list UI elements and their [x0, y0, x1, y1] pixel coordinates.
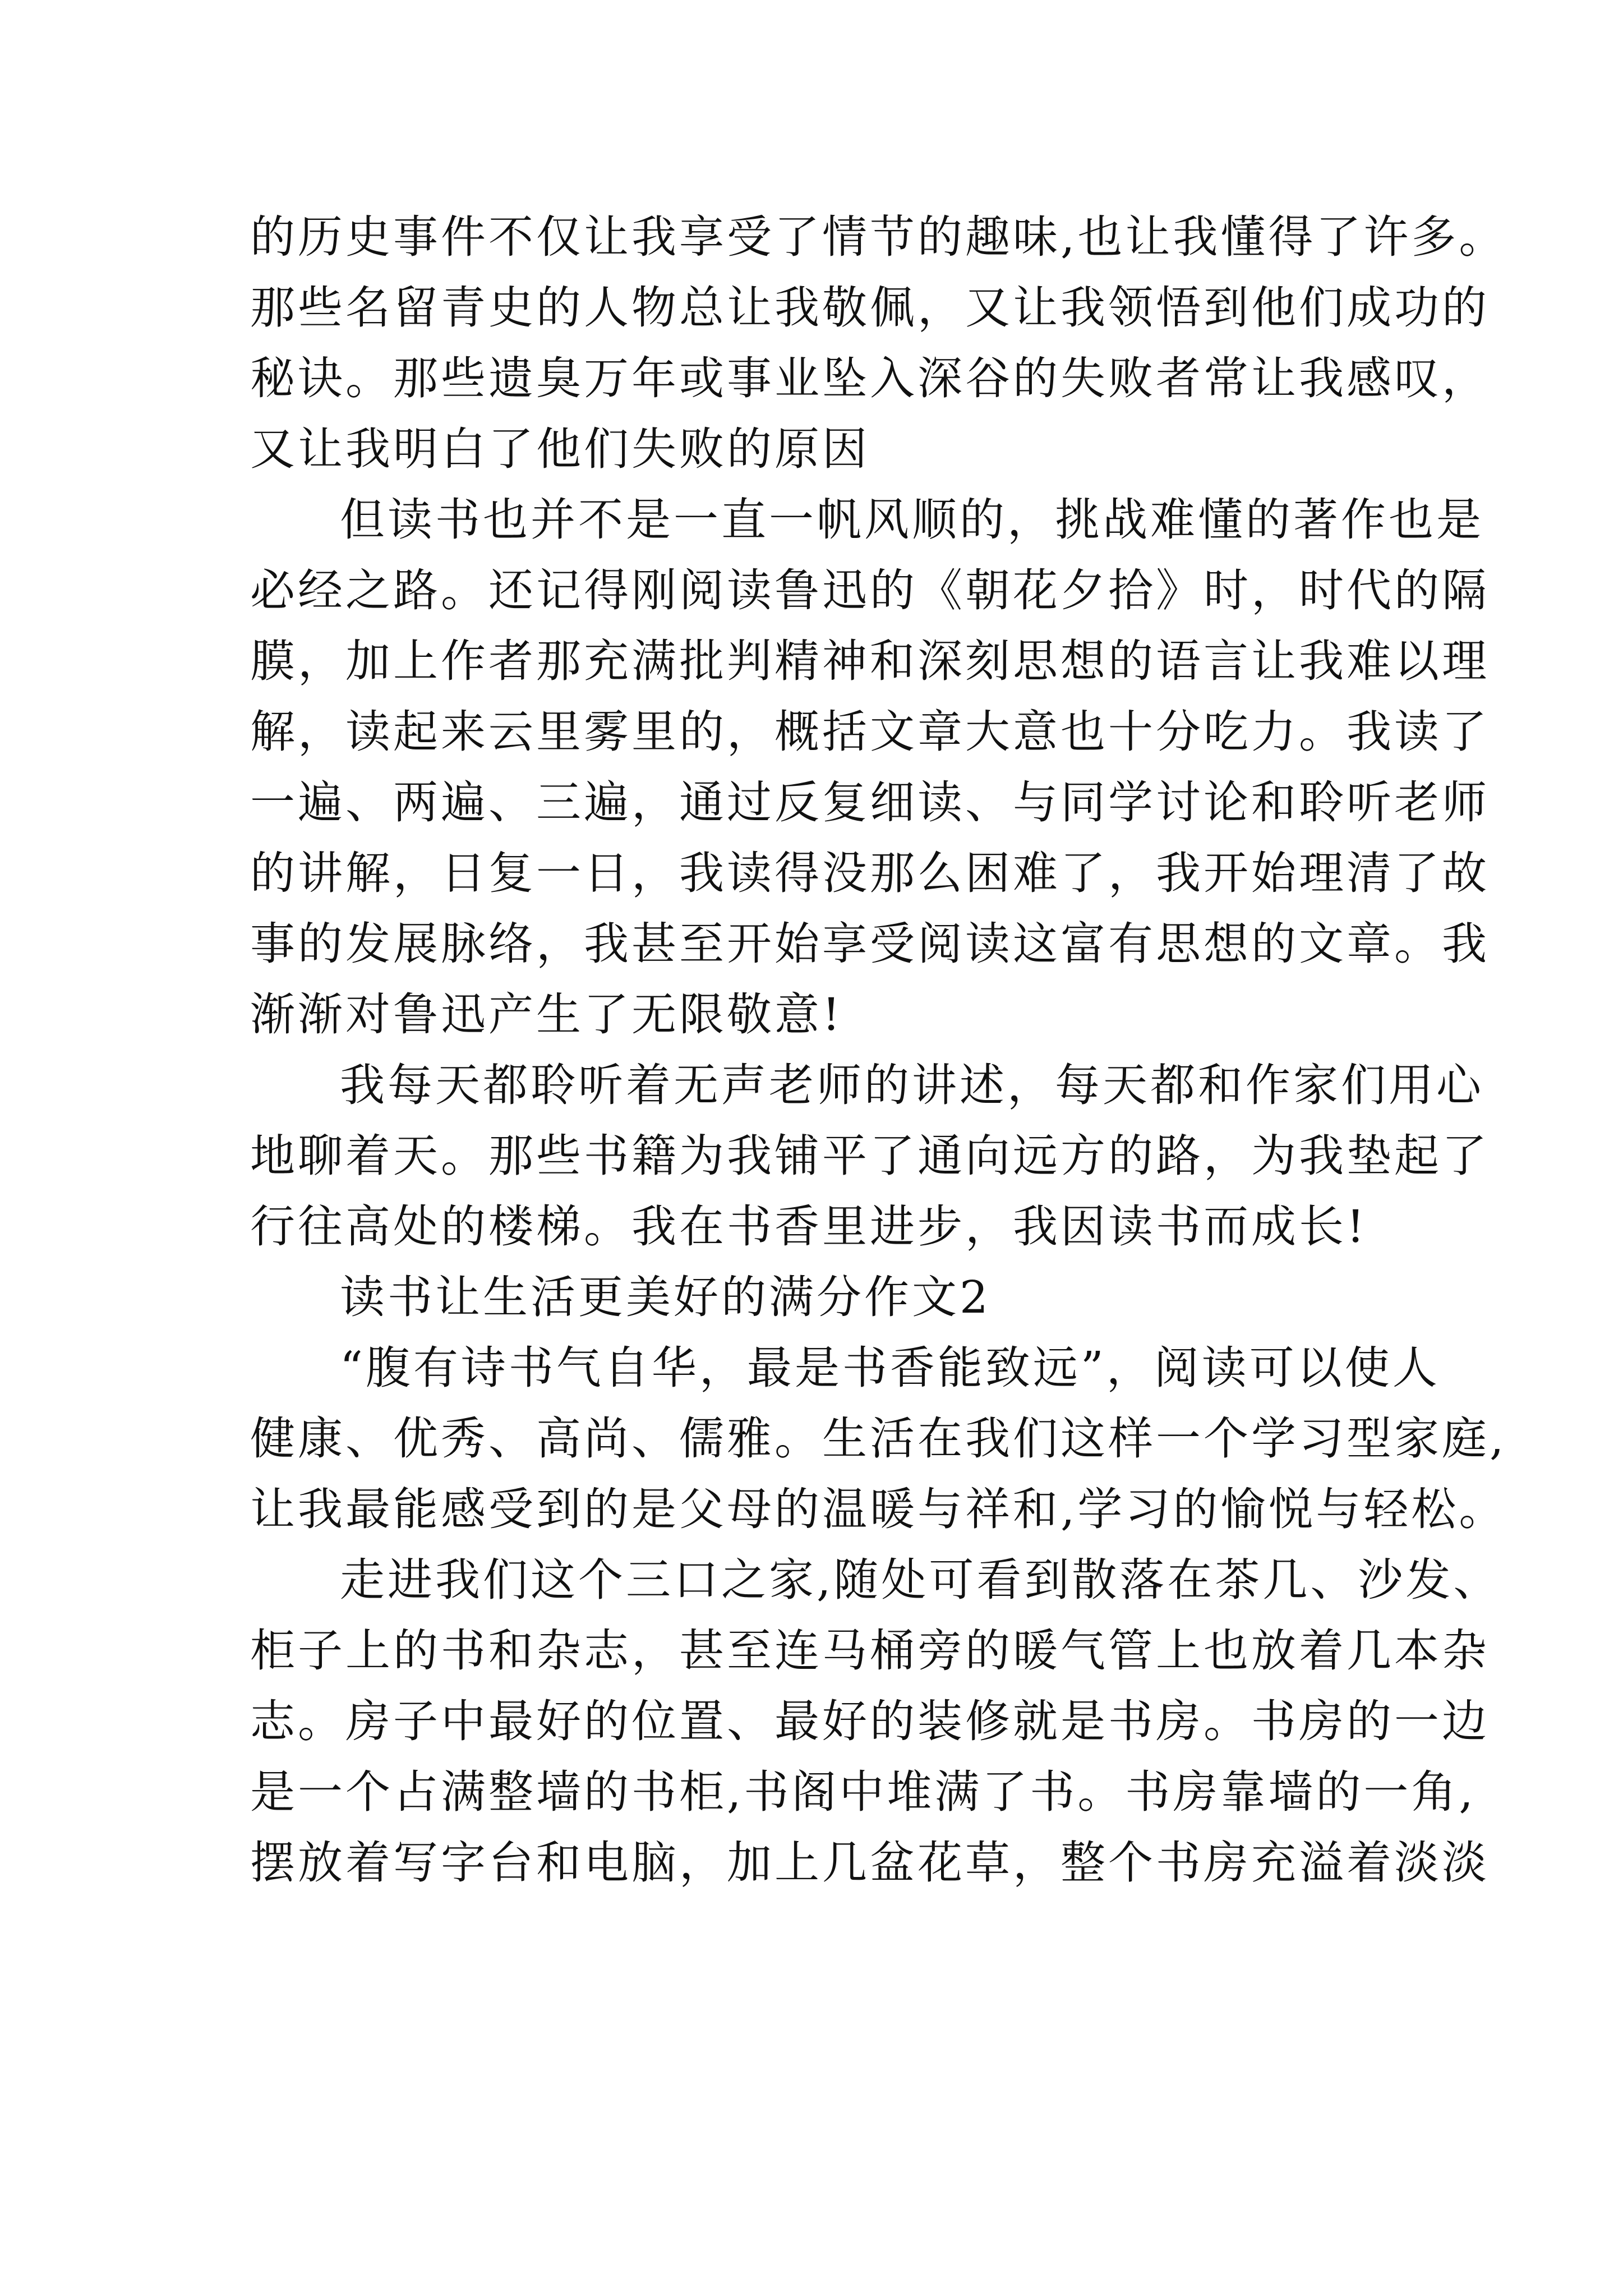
text-line: 的讲解，日复一日，我读得没那么困难了，我开始理清了故	[250, 847, 1490, 899]
text-line: 健康、优秀、高尚、儒雅。生活在我们这样一个学习型家庭,	[250, 1412, 1507, 1465]
text-line: 一遍、两遍、三遍，通过反复细读、与同学讨论和聆听老师	[250, 776, 1490, 829]
text-line: “腹有诗书气自华，最是书香能致远”，阅读可以使人	[340, 1342, 1440, 1394]
text-line: 又让我明白了他们失败的原因	[250, 423, 870, 475]
text-line: 秘诀。那些遗臭万年或事业坠入深谷的失败者常让我感叹，	[250, 352, 1490, 404]
text-line: 必经之路。还记得刚阅读鲁迅的《朝花夕拾》时，时代的隔	[250, 564, 1490, 616]
text-line: 膜，加上作者那充满批判精神和深刻思想的语言让我难以理	[250, 635, 1490, 687]
text-line: 让我最能感受到的是父母的温暖与祥和,学习的愉悦与轻松。	[250, 1483, 1507, 1535]
text-line: 那些名留青史的人物总让我敬佩，又让我领悟到他们成功的	[250, 282, 1490, 334]
text-line: 但读书也并不是一直一帆风顺的，挑战难懂的著作也是	[340, 494, 1484, 546]
section-heading: 读书让生活更美好的满分作文2	[340, 1271, 991, 1323]
text-line: 走进我们这个三口之家,随处可看到散落在茶几、沙发、	[340, 1554, 1501, 1606]
text-line: 行往高处的楼梯。我在书香里进步，我因读书而成长!	[250, 1200, 1368, 1253]
text-line: 事的发展脉络，我甚至开始享受阅读这富有思想的文章。我	[250, 918, 1490, 970]
text-line: 渐渐对鲁迅产生了无限敬意!	[250, 988, 843, 1041]
text-line: 解，读起来云里雾里的，概括文章大意也十分吃力。我读了	[250, 706, 1490, 758]
text-line: 志。房子中最好的位置、最好的装修就是书房。书房的一边	[250, 1695, 1490, 1747]
text-line: 柜子上的书和杂志，甚至连马桶旁的暖气管上也放着几本杂	[250, 1625, 1490, 1677]
text-line: 地聊着天。那些书籍为我铺平了通向远方的路，为我垫起了	[250, 1130, 1490, 1182]
essay-text	[250, 202, 1507, 1898]
text-line: 的历史事件不仅让我享受了情节的趣味,也让我懂得了许多。	[250, 211, 1507, 263]
text-line: 是一个占满整墙的书柜,书阁中堆满了书。书房靠墙的一角,	[250, 1766, 1476, 1818]
text-line: 摆放着写字台和电脑，加上几盆花草，整个书房充溢着淡淡	[250, 1837, 1490, 1889]
text-line: 我每天都聆听着无声老师的讲述，每天都和作家们用心	[340, 1059, 1484, 1111]
